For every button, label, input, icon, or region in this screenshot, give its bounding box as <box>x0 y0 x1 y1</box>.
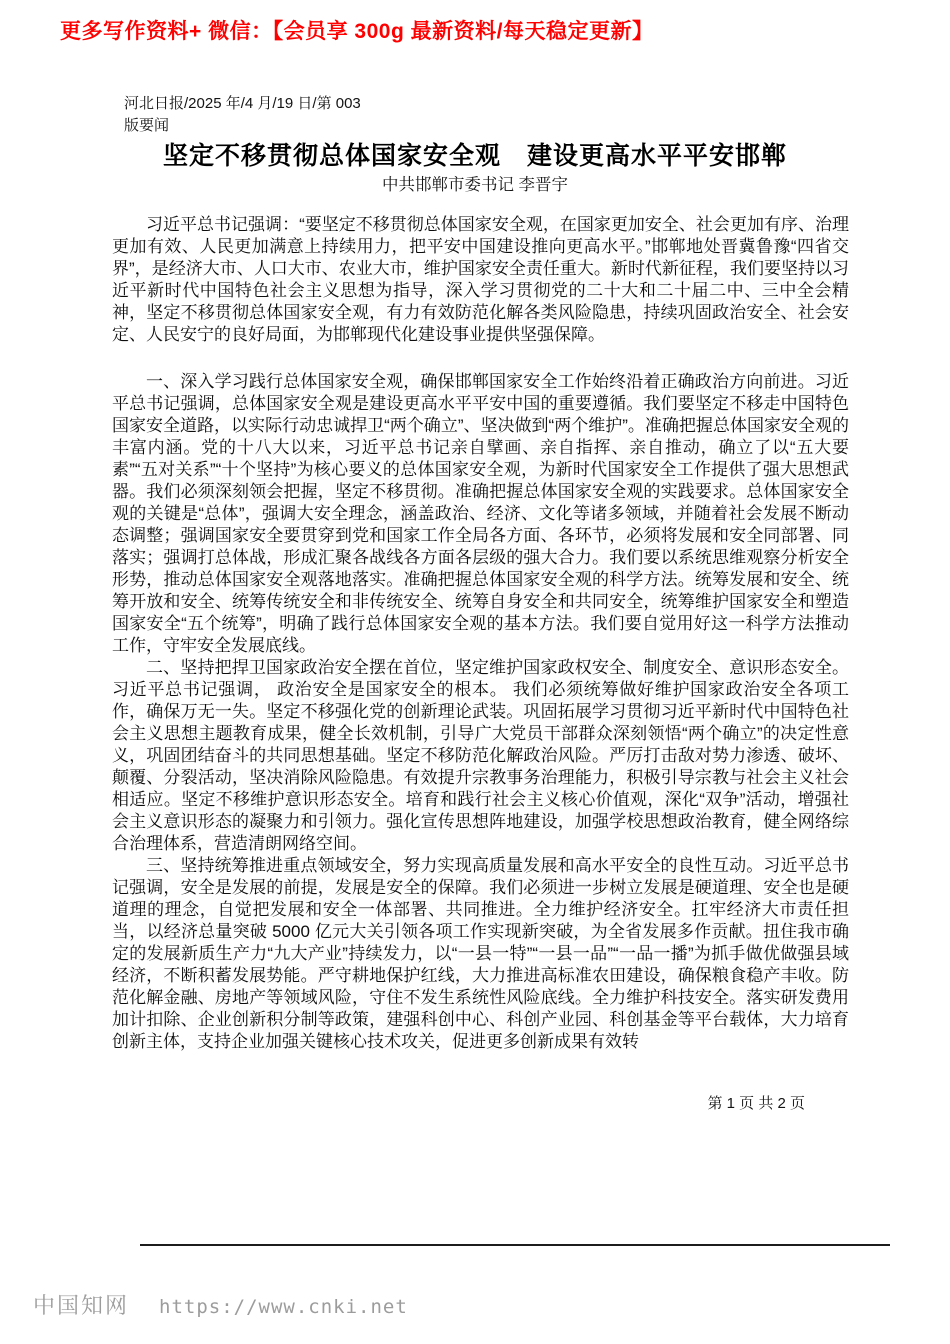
paragraph-intro: 习近平总书记强调：“要坚定不移贯彻总体国家安全观，在国家更加安全、社会更加有序、治理更加有效、人民更加满意上持续用力，把平安中国建设推向更高水平。”邯郸地处晋冀鲁豫“四省交界”，是经济大市、人口大市、农业大市，维护国家安全责任重大。新时代新征程，我们要坚持以习近平新时代中国特色社会主义思想为指导，深入学习贯彻党的二十大和二十届二中、三中全会精神，坚定不移贯彻总体国家安全观，有力有效防范化解各类风险隐患，持续巩固政治安全、社会安定、人民安宁的良好局面，为邯郸现代化建设事业提供坚强保障。 <box>112 215 849 344</box>
paragraph-section-2: 二、坚持把捍卫国家政治安全摆在首位，坚定维护国家政权安全、制度安全、意识形态安全。习近平总书记强调， 政治安全是国家安全的根本。 我们必须统筹做好维护国家政治安全各项工作，确保万无一失。坚定不移强化党的创新理论武装。巩固拓展学习贯彻习近平新时代中国特色社会主义思想主题教育成果，健全长效机制，引导广大党员干部群众深刻领悟“两个确立”的决定性意义，巩固团结奋斗的共同思想基础。坚定不移防范化解政治风险。严厉打击敌对势力渗透、破坏、颠覆、分裂活动，坚决消除风险隐患。有效提升宗教事务治理能力，积极引导宗教与社会主义社会相适应。坚定不移维护意识形态安全。培育和践行社会主义核心价值观，深化“双争”活动，增强社会主义意识形态的凝聚力和引领力。强化宣传思想阵地建设，加强学校思想政治教育，健全网络综合治理体系，营造清朗网络空间。 <box>112 658 849 853</box>
cnki-site-name: 中国知网 <box>33 1294 130 1319</box>
article-title: 坚定不移贯彻总体国家安全观 建设更高水平平安邯郸 <box>162 142 787 170</box>
cnki-url-link[interactable]: https://www.cnki.net <box>159 1296 408 1318</box>
paragraph-section-3: 三、坚持统筹推进重点领域安全，努力实现高质量发展和高水平安全的良性互动。习近平总书记强调，安全是发展的前提，发展是安全的保障。我们必须进一步树立发展是硬道理、安全也是硬道理的理念，自觉把发展和安全一体部署、共同推进。全力维护经济安全。扛牢经济大市责任担当，以经济总量突破 5000 亿元大关引领各项工作实现新突破，为全省发展多作贡献。扭住我市确定的发展新质生产力“九大产业”持续发力，以“一县一特”“一县一品”“一品一播”为抓手做优做强县域经济，不断积蓄发展势能。严守耕地保护红线，大力推进高标准农田建设，确保粮食稳产丰收。防范化解金融、房地产等领域风险，守住不发生系统性风险底线。全力维护科技安全。落实研发费用加计扣除、企业创新积分制等政策，建强科创中心、科创产业园、科创基金等平台载体，大力培育创新主体，支持企业加强关键核心技术攻关，促进更多创新成果有效转 <box>112 856 849 1051</box>
watermark <box>33 1289 408 1320</box>
source-section-line: 版要闻 <box>124 116 170 134</box>
article-author: 中共邯郸市委书记 李晋宇 <box>381 176 569 194</box>
article-body <box>112 214 849 1053</box>
source-publication-line: 河北日报/2025 年/4 月/19 日/第 003 <box>124 95 361 112</box>
source-info <box>124 93 361 136</box>
paragraph-section-1: 一、深入学习践行总体国家安全观，确保邯郸国家安全工作始终沿着正确政治方向前进。习近平总书记强调，总体国家安全观是建设更高水平平安中国的重要遵循。我们要坚定不移走中国特色国家安全道路，以实际行动忠诚捍卫“两个确立”、坚决做到“两个维护”。准确把握总体国家安全观的丰富内涵。党的十八大以来，习近平总书记亲自擘画、亲自指挥、亲自推动，确立了以“五大要素”“五对关系”“十个坚持”为核心要义的总体国家安全观，为新时代国家安全工作提供了强大思想武器。我们必须深刻领会把握，坚定不移贯彻。准确把握总体国家安全观的实践要求。总体国家安全观的关键是“总体”，强调大安全理念，涵盖政治、经济、文化等诸多领域，并随着社会发展不断动态调整；强调国家安全要贯穿到党和国家工作全局各方面、各环节，必须将发展和安全同部署、同落实；强调打总体战，形成汇聚各战线各方面各层级的强大合力。我们要以系统思维观察分析安全形势，推动总体国家安全观落地落实。准确把握总体国家安全观的科学方法。统筹发展和安全、统筹开放和安全、统筹传统安全和非传统安全、统筹自身安全和共同安全，统筹维护国家安全和塑造国家安全“五个统筹”，明确了践行总体国家安全观的基本方法。我们要自觉用好这一科学方法推动工作，守牢安全发展底线。 <box>112 372 849 655</box>
page-indicator: 第 1 页 共 2 页 <box>707 1095 805 1112</box>
separator-line <box>140 1244 890 1246</box>
promo-banner-text: 更多写作资料+ 微信：【会员享 300g 最新资料/每天稳定更新】 <box>60 20 654 43</box>
